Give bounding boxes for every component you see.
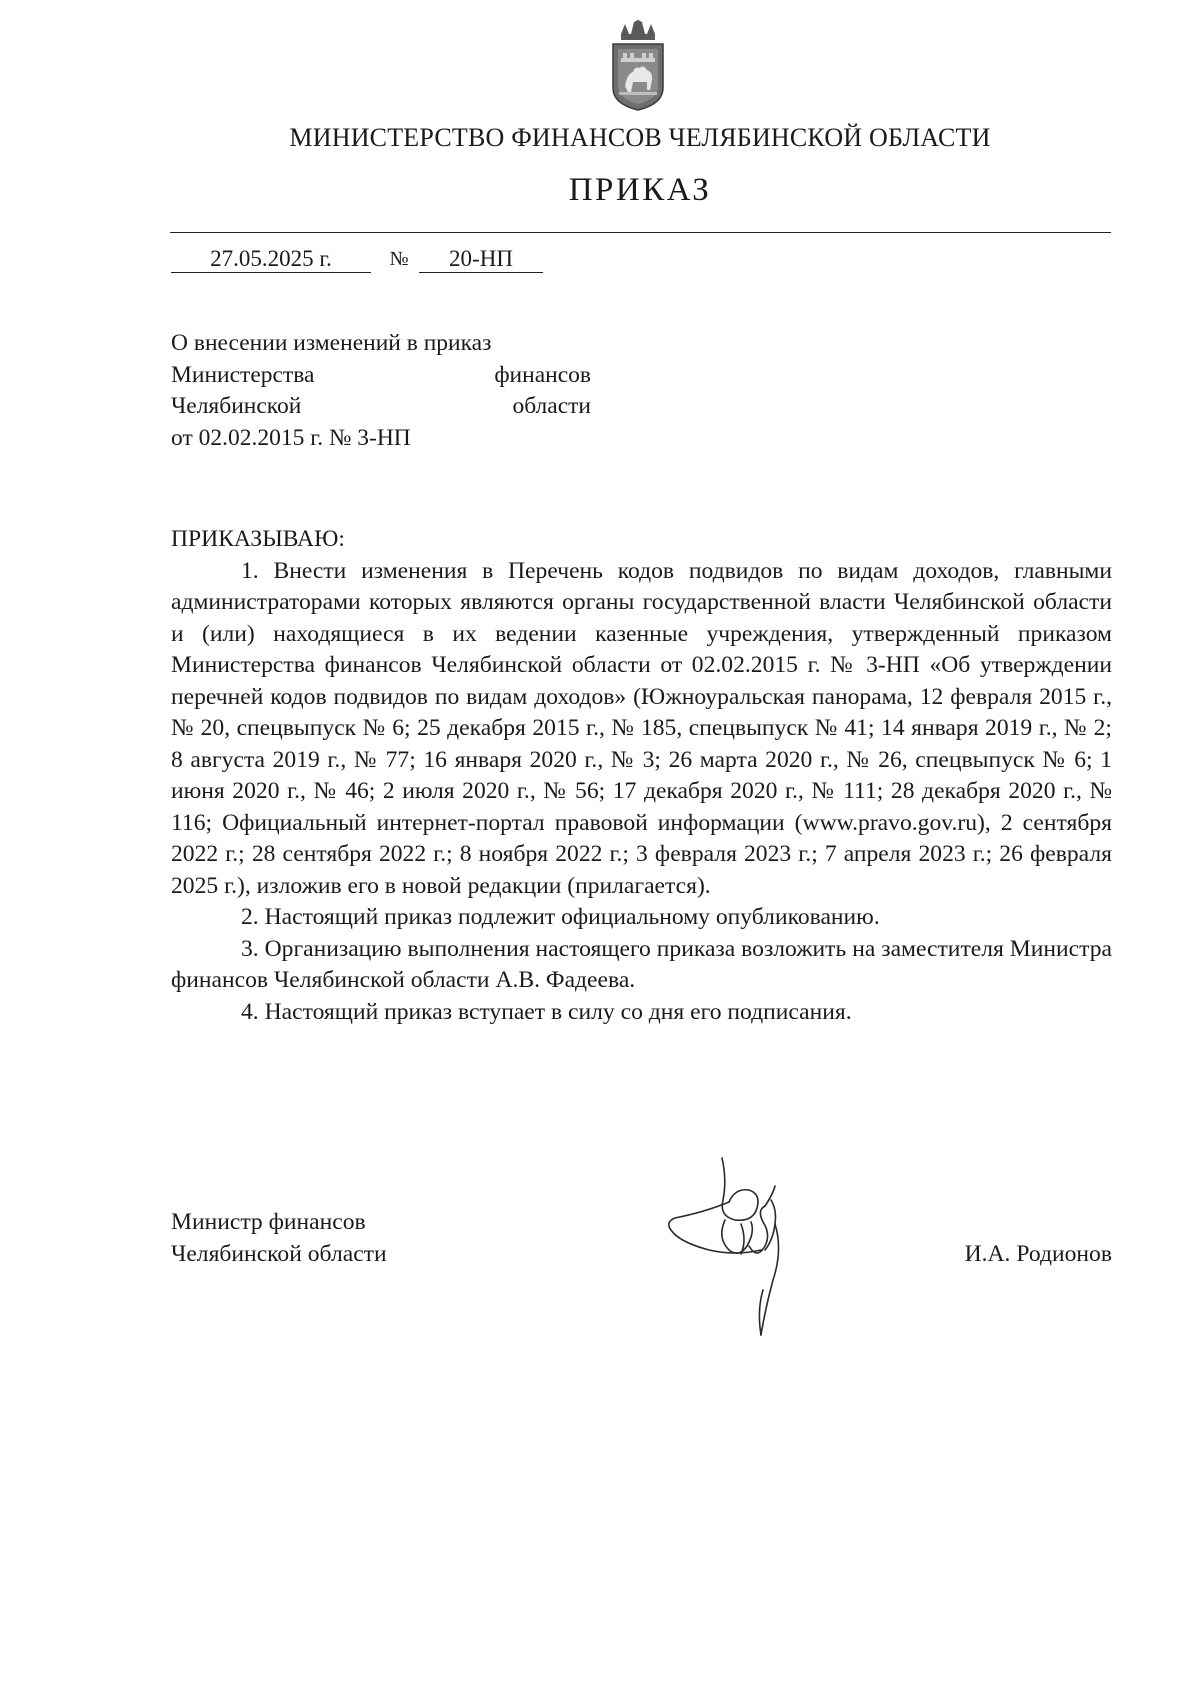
subject-text: О внесении изменений в приказ [171, 330, 492, 356]
coat-of-arms-icon [609, 20, 667, 112]
signature-icon [665, 1150, 835, 1340]
order-item-3: 3. Организацию выполнения настоящего приказа возложить на заместителя Министра финансов Челябинской области А.В. Фадеева. [171, 935, 1112, 993]
signer-position [171, 1206, 387, 1270]
order-directive: ПРИКАЗЫВАЮ: [171, 526, 345, 552]
subject-line [171, 391, 591, 423]
signer-position-line: Челябинской области [171, 1241, 387, 1267]
subject-text: финансов [494, 361, 591, 388]
order-body [171, 524, 1112, 1028]
document-type: ПРИКАЗ [568, 172, 712, 208]
number-sign: № [389, 248, 409, 270]
subject-text: Челябинской [171, 393, 302, 419]
signer-name: И.А. Родионов [964, 1241, 1112, 1267]
order-subject [171, 328, 591, 454]
subject-line [171, 423, 591, 455]
subject-text: от 02.02.2015 г. № 3-НП [171, 424, 411, 451]
order-number: 20-НП [419, 246, 543, 273]
signer-position-line: Министр финансов [171, 1209, 366, 1235]
order-item-1: 1. Внести изменения в Перечень кодов подвидов по видам доходов, главными администраторами которых являются органы государственной власти Челябинской области и (или) находящиеся в их ведении казенные учреждения, утвержденный приказом Министерства финансов Челябинской области от 02.02.2015 г. № 3-НП «Об утверждении перечней кодов подвидов по видам доходов» (Южноуральская панорама, 12 февраля 2015 г., № 20, спецвыпуск № 6; 25 декабря 2015 г., № 185, спецвыпуск № 41; 14 января 2019 г., № 2; 8 августа 2019 г., № 77; 16 января 2020 г., № 3; 26 марта 2020 г., № 26, спецвыпуск № 6; 1 июня 2020 г., № 46; 2 июля 2020 г., № 56; 17 декабря 2020 г., № 111; 28 декабря 2020 г., № 116; Официальный интернет-портал правовой информации (www.pravo.gov.ru), 2 сентября 2022 г.; 28 сентября 2022 г.; 8 ноября 2022 г.; 3 февраля 2023 г.; 7 апреля 2023 г.; 26 февраля 2025 г.), изложив его в новой редакции (прилагается). [171, 557, 1112, 899]
order-item-2: 2. Настоящий приказ подлежит официальному опубликованию. [241, 904, 880, 930]
subject-text: области [512, 393, 591, 419]
subject-line [171, 360, 591, 392]
subject-text: Министерства [171, 361, 315, 388]
order-date: 27.05.2025 г. [171, 246, 371, 273]
subject-line [171, 328, 591, 360]
order-item-4: 4. Настоящий приказ вступает в силу со дня его подписания. [241, 998, 852, 1025]
ministry-name: МИНИСТЕРСТВО ФИНАНСОВ ЧЕЛЯБИНСКОЙ ОБЛАСТИ [289, 123, 991, 152]
header-divider [170, 232, 1111, 233]
